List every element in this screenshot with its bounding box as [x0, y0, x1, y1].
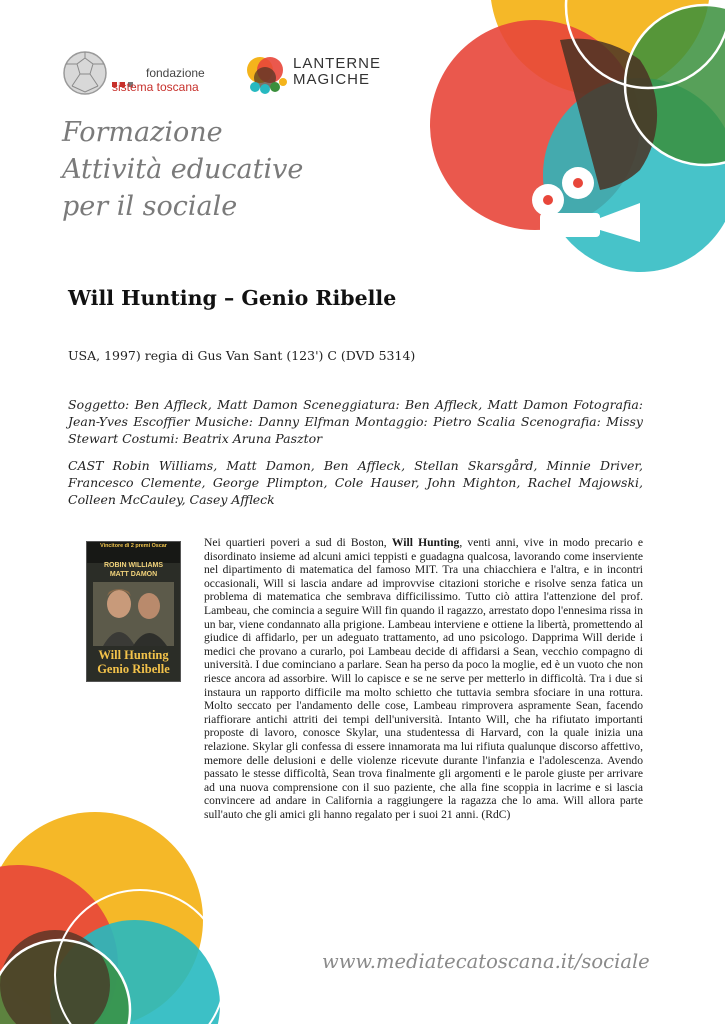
- decorative-circles-bottom: [0, 805, 230, 1024]
- lanterne-magiche-logo: [243, 50, 382, 100]
- poster-header: Vincitore di 2 premi Oscar: [87, 542, 180, 563]
- synopsis-rest: , venti anni, vive in modo precario e disordinato insieme ad alcuni amici teppisti e guadagna qualcosa, lavorando come inserviente nel dipartimento di matematica del famoso MIT. Tra una chiacchiera e l'altra, e in incontri occasionali, Will si lascia andare ad improvvise citazioni storiche e risolve senza fatica un problema di matematica che sembrava difficilissimo. Tutto ciò attira l'attenzione del prof. Lambeau, che comincia a seguire Will fin quando il ragazzo, arrestato dopo l'ennesima rissa in un bar, viene condannato alla prigione. Lambeau interviene e ottiene la libertà, promettendo al giudice di affidarlo, per un adeguato trattamento, ad uno psicologo. Dapprima Will deride i medici che provano a curarlo, poi Lambeau decide di affidarsi a Sean, vecchio compagno di università. I due cominciano a parlare. Sean ha perso da poco la moglie, ed è un vuoto che non riesce ancora ad assorbire. Will lo capisce e se ne serve per metterlo in difficoltà. Tra i due si instaura un rapporto difficile ma molto schietto che tuttavia sembra sfociare in una rottura. Molto seccato per l'andamento delle cose, Lambeau rimprovera aspramente Sean, facendo riaffiorare antichi attriti dei tempi dell'università. Intanto Will, che ha rifiutato importanti proposte di lavoro, conosce Skylar, una studentessa di Harvard, con la quale inizia una relazione. Skylar gli confessa di essere innamorata ma lui rifiuta qualunque discorso affettivo, memore delle delusioni e delle violenze ricevute durante l'infanzia e l'adolescenza. Avendo passato le stesse difficoltà, Sean trova finalmente gli argomenti e le parole giuste per arrivare ad una nuova comprensione con il suo paziente, che alla fine scoppia in lacrime e si lascia convincere ad andare in California a raggiungere la ragazza che lo ama. Will allora parte sull'auto che gli amici gli hanno regalato per i suoi 21 anni. (RdC): [204, 536, 643, 821]
- poster-name-1: ROBIN WILLIAMS: [103, 562, 164, 569]
- synopsis-text: [204, 536, 643, 821]
- film-poster: [86, 541, 181, 682]
- poster-title-2: Genio Ribelle: [97, 662, 170, 676]
- synopsis-bold-name: Will Hunting: [391, 536, 460, 549]
- poster-title-1: Will Hunting: [98, 648, 169, 662]
- film-credits: Soggetto: Ben Affleck, Matt Damon Sceneggiatura: Ben Affleck, Matt Damon Fotografia: Jean-Yves Escoffier Musiche: Danny Elfman Montaggio: Pietro Scalia Scenografia: Missy Stewart Costumi: Beatrix Aruna Pasztor: [68, 397, 643, 446]
- lm-line1: LANTERNE: [293, 55, 382, 72]
- heading-line-2: Attività educative: [62, 154, 304, 185]
- poster-name-2: MATT DAMON: [109, 571, 158, 578]
- footer-url[interactable]: www.mediatecatoscana.it/sociale: [322, 950, 650, 973]
- fst-line1: fondazione: [146, 66, 205, 80]
- section-heading: [62, 114, 303, 225]
- heading-line-1: Formazione: [62, 117, 223, 148]
- decorative-circles-top: [420, 0, 725, 280]
- synopsis-intro: Nei quartieri poveri a sud di Boston,: [204, 536, 392, 549]
- geodesic-sphere-icon: [62, 50, 108, 96]
- lanterne-magiche-icon: [243, 52, 289, 98]
- heading-line-3: per il sociale: [62, 191, 238, 222]
- lm-line2: MAGICHE: [293, 71, 371, 88]
- film-cast: CAST Robin Williams, Matt Damon, Ben Affleck, Stellan Skarsgård, Minnie Driver, Francesco Clemente, George Plimpton, Cole Hauser, John Mighton, Rachel Majowski, Colleen McCauley, Casey Affleck: [68, 458, 643, 507]
- film-info: USA, 1997) regia di Gus Van Sant (123') C (DVD 5314): [68, 348, 416, 363]
- fondazione-sistema-toscana-logo: [62, 50, 222, 100]
- fst-line2: sistema toscana: [112, 80, 199, 94]
- film-title: Will Hunting – Genio Ribelle: [68, 286, 397, 310]
- poster-photo: [93, 582, 174, 646]
